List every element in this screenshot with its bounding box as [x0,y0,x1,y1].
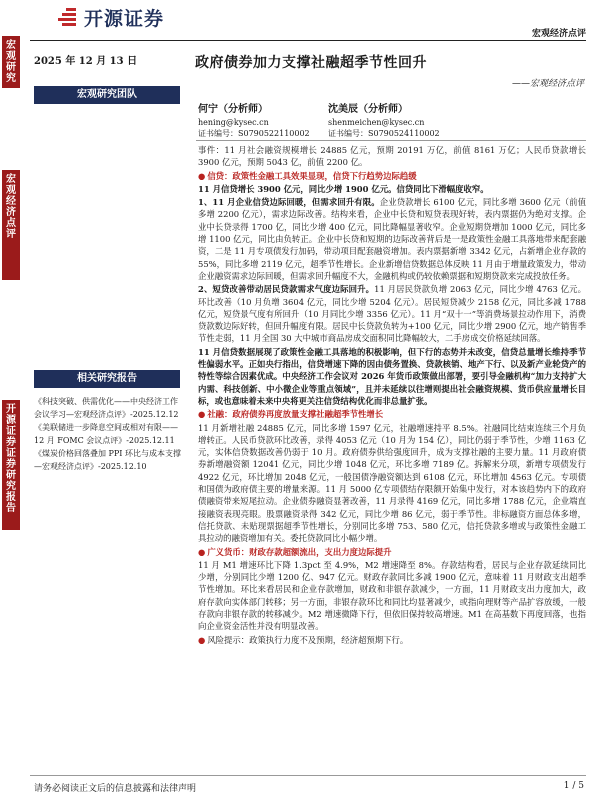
report-title: 政府债券加力支撑社融超季节性回升 [195,55,427,71]
analyst-divider [196,140,586,141]
report-type: 宏观经济点评 [531,29,586,39]
section-heading-text: 广义货币：财政存款超额流出，支出力度边际提升 [207,546,392,557]
analyst-name: 沈美辰（分析师） [328,104,408,115]
point-2-heading: 2、短贷改善带动居民贷款需求气度边际回升。 [198,284,375,295]
related-research-item[interactable]: 《美联储进一步降息空间或相对有限——12 月 FOMC 会议点评》-2025.12.11 [34,423,178,445]
section-heading-text: 信贷：政策性金融工具效果显现，信贷下行趋势边际趋缓 [207,170,417,181]
risk-warning [198,634,586,646]
side-label-bottom: 开源证券 证券研究报告 [2,400,20,530]
related-research-list [34,396,184,474]
header-divider [30,40,586,41]
money-supply-text: 11 月 M1 增速环比下降 1.3pct 至 4.9%，M2 增速降至 8%。存款结构看，居民与企业存款延续同比少增，分别同比少增 1200 亿、947 亿元。财政存款同比多减 1900 亿元，意味着 11 月财政支出超季节性增加。环比来看居民和企业存款增加，财政和非银存款减少，一方面，11 月财政支出力度加大，政府存款向实体部门转移；另一方面，非银存款环比和同比均显著减少，或指向理财等产品扩容放缓，一般存款向非银存款的转移减少。M2 增速微降下行，但依旧保持较高增速。M1 在高基数下再度回落，也指向企业资金活性并没有明显改善。 [198,559,586,632]
analyst-card [328,102,440,139]
logo-text: 开源证券 [84,7,165,30]
side-label-middle: 宏观经济点评 [2,170,20,280]
left-side-strip [0,0,22,800]
risk-text: 风险提示：政策执行力度不及预期，经济超预期下行。 [207,634,409,645]
analyst-email[interactable]: hening@kysec.cn [198,118,269,127]
related-research-item[interactable]: 《煤炭价格回落叠加 PPI 环比与成本支撑—宏观经济点评》-2025.12.10 [34,449,182,471]
related-research-item[interactable]: 《科技突破、供需优化——中央经济工作会议学习—宏观经济点评》-2025.12.12 [34,397,179,419]
logo-icon [58,8,80,26]
report-subtitle: ——宏观经济点评 [511,79,584,89]
analyst-email[interactable]: shenmeichen@kysec.cn [328,118,425,127]
point-1-heading: 1、11 月企业信贷边际回暖，但需求回升有限。 [198,197,380,208]
section-heading-text: 社融：政府债券再度放量支撑社融超季节性增长 [207,409,384,420]
credit-conclusion: 11 月信贷数据展现了政策性金融工具落地的积极影响，但下行的态势并未改变，信贷总量增长维持季节性偏弱水平。正如央行指出，信贷增速下降的因由债务置换、贷款核销、地产下行、以及新产业轮贷产的特性等综合因素优成。中央经济工作会议对 2026 年货币政策做出部署，要引导金融机构“加力支持扩大内需、科技创新、中小微企业等重点领域”，且并未延续以往增则提出社会融资规模、货币供应量增长目标，或也意味着未来中央将更关注信贷结构优化而非总量扩张。 [198,346,586,406]
bullet-icon: ● [198,170,206,181]
side-label-top: 宏观研究 [2,36,20,88]
section-heading-social-financing [198,408,586,420]
analyst-name: 何宁（分析师） [198,104,268,115]
related-research-label: 相关研究报告 [34,370,180,388]
credit-summary: 11 月信贷增长 3900 亿元，同比少增 1900 亿元。信贷同比下滑幅度收窄。 [198,183,489,194]
page-number: 1 / 5 [563,781,584,791]
footer-divider [30,775,586,776]
company-logo [58,6,164,28]
report-body [198,144,586,647]
team-label: 宏观研究团队 [34,86,180,104]
bullet-icon: ● [198,546,206,557]
bullet-icon: ● [198,409,206,420]
analyst-card [198,102,310,139]
analyst-cert: 证书编号：S0790524110002 [328,129,440,138]
report-date: 2025 年 12 月 13 日 [34,56,138,67]
event-paragraph: 事件：11 月社会融资规模增长 24885 亿元，预期 20191 万亿，前值 8161 万亿；人民币贷款增长 3900 亿元，预期 5043 亿，前值 2200 亿。 [198,145,586,168]
social-financing-text: 11 月新增社融 24885 亿元，同比多增 1597 亿元，社融增速持平 8.5%。社融同比结束连续三个月负增转正。人民币贷款环比改善，录得 4053 亿元（10 月为 154 亿），同比仍弱于季节性，少增 1163 亿元，实体信贷数据改善仍弱于 10 月。政府债券供给强度回升，成为支撑社融的主要力量。11 月政府债券新增融资额 12041 亿元，同比少增 1048 亿元，环比多增 7189 亿。拆解来分项，新增专项债发行 4922 亿元，环比增加 2048 亿元，一般国债净融资额达到 6108 亿元，环比增加 4563 亿元。专项债和国债为政府债主要的增量来源。11 月 5000 亿专项债结存限额开始集中发行，对本该趋势内下的政府债融资带来短尾拉动。企业债券融资显著改善，11 月录得 4169 亿元，同比多增 1788 亿元，企业端直接融资表现亮眼。股票融资录得 342 亿元，同比少增 86 亿元，弱于季节性。非标融资方面总体多增，信托贷款、未贴现票据超季节性增长，分别同比多增 753、580 亿元，信托贷款多增或与政策性金融工具拉动的融资增加有关。委托贷款同比小幅少增。 [198,422,586,544]
section-heading-credit [198,170,586,182]
bullet-icon: ● [198,634,206,645]
section-heading-money [198,546,586,558]
point-1-text: 企业贷款增长 6100 亿元，同比多增 3600 亿元（前值多增 2200 亿元），需求边际改善。结构来看，企业中长贷和短贷表现好转，表内票据仍为绝对支撑。企业中长贷录得 1700 亿，同比少增 400 亿元，同比降幅显著收窄。企业短期贷增加 1000 亿元，同比多增 1100 亿元，同比由负转正。企业中长贷和短期的边际改善背后是一是政策性金融工具落地带来配套融资，二是 11 月专项债发行加码，带动项目配套融资增加。表内票据新增 3342 亿元，占新增企业存款的 55%，同比多增 2119 亿元，超季节性增长。企业新增信贷数据总体反映 11 月由于增量政策发力，带动企业融资需求边际回暖，但需求回升幅度不大，金融机构或仍较依赖票据和短期贷款来完成投放任务。 [198,197,586,281]
analyst-cert: 证书编号：S0790522110002 [198,129,310,138]
point-2-text: 11 月居民贷款负增 2063 亿元，同比少增 4763 亿元。环比改善（10 月负增 3604 亿元，同比少增 5204 亿元）。居民短贷减少 2158 亿元，同比多减 1788 亿元，短贷景气度有所回升（10 月同比少增 3356 亿元）。11 月“双十一”等消费场景拉动作用下，消费贷款数边际好转，但回升幅度有限。居民中长贷款负转为+100 亿元，同比少增 2900 亿元，地产销售季节性走弱，11 月全国 30 大中城市商品房成交面积同比降幅较大，二手房成交价格延续回落。 [198,284,586,344]
footer-disclaimer: 请务必阅读正文后的信息披露和法律声明 [34,784,197,794]
